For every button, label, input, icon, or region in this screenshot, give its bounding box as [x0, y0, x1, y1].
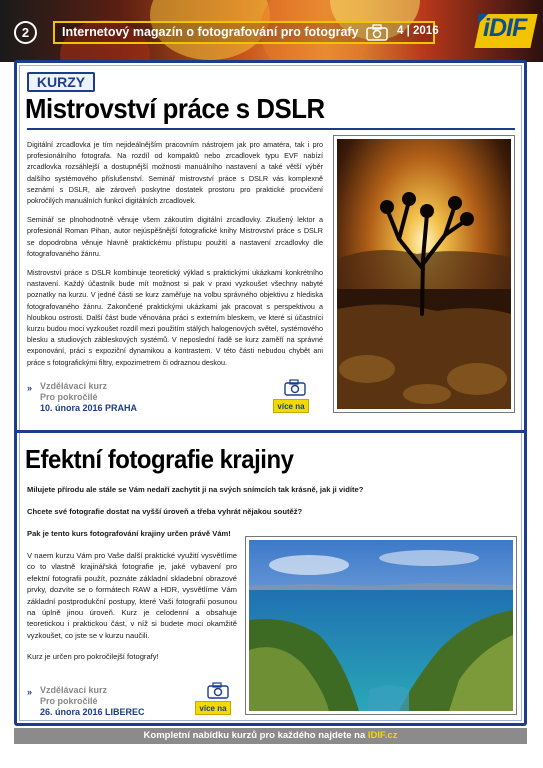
course-type: Vzdělávací kurz — [40, 381, 108, 391]
idif-logo[interactable]: iDIF — [483, 14, 527, 42]
lead-question: Chcete své fotografie dostat na vyšší úroveň a třeba vyhrát nějakou soutěž? — [27, 507, 303, 516]
paragraph: Kurz je určen pro pokročilejší fotografy! — [27, 652, 159, 662]
article-title-landscape: Efektní fotografie krajiny — [25, 444, 294, 474]
course-info-dslr — [40, 381, 137, 414]
footer-banner — [14, 728, 527, 744]
desert-sunset-image — [337, 139, 511, 409]
title-underline — [27, 128, 515, 130]
article-body-dslr — [27, 139, 323, 376]
course-date: 10. února 2016 PRAHA — [40, 403, 138, 413]
more-info-button[interactable]: více na — [273, 399, 309, 413]
course-info-landscape — [40, 685, 145, 718]
course-date: 26. února 2016 LIBEREC — [40, 707, 145, 717]
camera-icon — [207, 681, 229, 699]
paragraph: Mistrovství práce s DSLR kombinuje teoretický výklad s praktickými ukázkami konkrétního nastavení. Každý účastník bude mít možnost si pak v praxi vyzkoušet všechny nabyté poznatky na kurzu. V jedné části se kurz zaměřuje na volbu správného objektivu z hlediska fotografovaného žánru. Zakončené praktickými ukázkami jak pracovat s perspektivou a hloubkou ostrosti. Další část bude věnována práci s externím bleskem, ve které si účastníci kurzu budou moci vyzkoušet rozdíl mezi použitím stálých halogenových světel, systémového blesku a studiových zábleskových systémů. V neposlední řadě se kurz zaměří na správné exponování, práci s expoziční dynamikou a kontrastem. V této části nebudou chybět ani práce s fotografickými filtry, expozimetrem či odraznou deskou. — [27, 268, 323, 367]
camera-icon — [366, 23, 388, 41]
page-number: 2 — [14, 21, 37, 44]
paragraph: Seminář se plnohodnotně věnuje všem zákoutím digitální zrcadlovky. Zkušený lektor a profesionál Roman Pihan, autor nejúspěšnější fotografické knihy Mistrovství práce s DSLR se dopodrobna věnuje hlavně praktickému přístupu použití a nastavení zrcadlovky dle fotografovaného žánru. — [27, 215, 323, 258]
issue-number: 4 | 2016 — [397, 25, 439, 37]
section-divider — [14, 430, 527, 433]
paragraph: V naem kurzu Vám pro Vaše další praktické využití vysvětlíme co to vlastně krajinářská fotografie je, jaké vybavení pro efektní fotografii použít, poznáte základní skladební obrazové prvky, dozvíte se o formátech RAW a HDR, vysvětlíme Vám základní postprodukční postupy, které Vaši fotografii posunou na úplně jinou úroveň. Kurz je celodenní a obsahuje teoretickou i praktickou část, v níž si budete moci okamžitě vyzkoušet, co jste se v kurzu naučili. — [27, 551, 237, 640]
magazine-tagline: Internetový magazín o fotografování pro fotografy — [62, 25, 359, 39]
paragraph: Digitální zrcadlovka je tím nejideálnějším pracovním nástrojem jak pro amatéra, tak i pro profesionálního fotografa. Na rozdíl od kompaktů nebo zrcadlovek typu EVF nabízí zrcadlovka rozsáhlejší a dostupnější možnosti manuálního nastavení a také větší výběr dalšího systémového příslušenství. Seminář mistrovství práce s DSLR vás komplexně seznámí s DSLR, ale zároveň poskytne dostatek prostoru pro praktické procvičení pokročilých manuálních funkcí digitálních zrcadlovek. — [27, 140, 323, 206]
more-info-button[interactable]: více na — [195, 701, 231, 715]
course-level: Pro pokročilé — [40, 696, 98, 706]
joshua-tree-photo — [334, 136, 514, 412]
cta-arrow-icon: » — [27, 383, 33, 393]
article-title-dslr: Mistrovství práce s DSLR — [25, 93, 325, 124]
coastal-landscape-photo — [246, 537, 516, 714]
course-type: Vzdělávací kurz — [40, 685, 108, 695]
article-body-landscape — [27, 550, 237, 673]
sea-bay-image — [249, 540, 513, 711]
camera-icon — [284, 378, 306, 396]
lead-statement: Pak je tento kurs fotografování krajiny určen právě Vám! — [27, 529, 231, 538]
page-header — [0, 0, 543, 62]
lead-question: Milujete přírodu ale stále se Vám nedaří zachytit ji na svých snímcích tak krásně, jak ji vidíte? — [27, 485, 364, 494]
section-badge: KURZY — [27, 72, 95, 92]
cta-arrow-icon: » — [27, 687, 33, 697]
footer-text: Kompletní nabídku kurzů pro každého najdete na — [143, 730, 366, 741]
course-level: Pro pokročilé — [40, 392, 98, 402]
footer-site-link[interactable]: IDIF.cz — [367, 730, 398, 741]
